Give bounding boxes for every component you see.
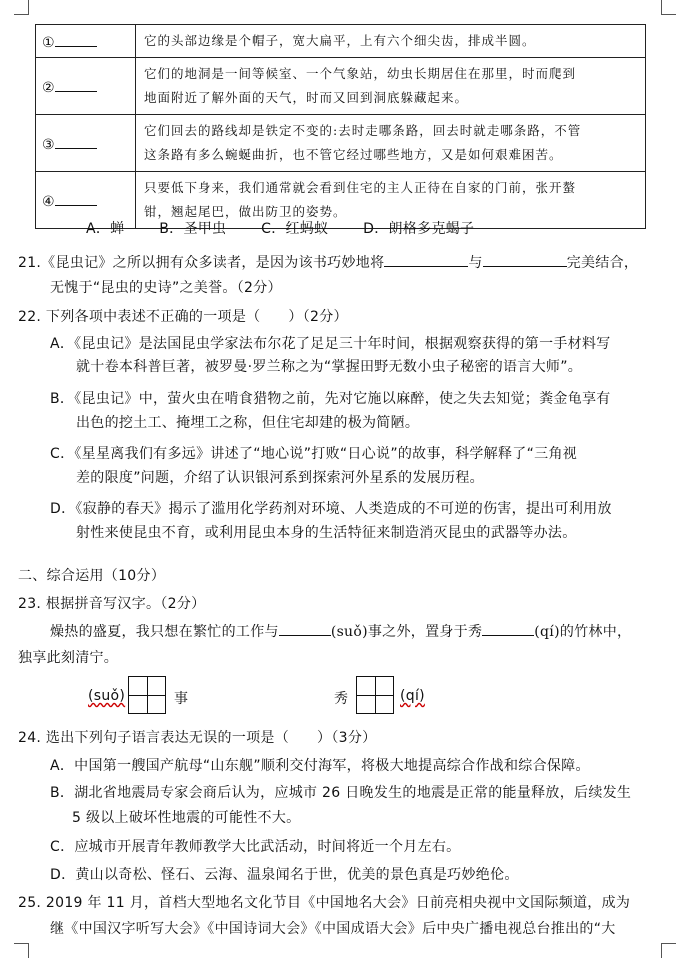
matching-table — [35, 24, 646, 229]
description-cell: 它的头部边缘是个帽子，宽大扁平，上有六个细尖齿，排成半圆。 — [136, 25, 646, 58]
q24-option-c: C．应城市开展青年教师教学大比武活动，时间将近一个月左右。 — [50, 839, 461, 855]
table-row — [36, 25, 646, 58]
answer-blank[interactable] — [55, 134, 97, 149]
answer-blank[interactable] — [55, 77, 97, 92]
crop-mark — [661, 943, 676, 958]
row-number-cell: ④ — [36, 172, 136, 229]
option-c[interactable]: C．红蚂蚁 — [261, 221, 329, 237]
answer-blank[interactable] — [483, 252, 567, 267]
row-number-cell: ① — [36, 25, 136, 58]
q22-option-d-line-2: 射性来使昆虫不育，或利用昆虫本身的生活特征来制造消灭昆虫的武器等办法。 — [76, 525, 577, 541]
q23-stem: 23. 根据拼音写汉字。（2分） — [18, 596, 206, 612]
pinyin-label: (qí) — [400, 688, 425, 704]
q24-option-a: A．中国第一艘国产航母“山东舰”顺利交付海军，将极大地提高综合作战和综合保障。 — [50, 758, 590, 774]
q24-option-d: D．黄山以奇松、怪石、云海、温泉闻名于世，优美的景色真是巧妙绝伦。 — [50, 867, 519, 883]
q20-options — [86, 218, 504, 238]
q22-option-b-line-2: 出色的挖土工、掩埋工之称，但住宅却建的极为简陋。 — [76, 415, 420, 431]
row-number-cell: ② — [36, 58, 136, 115]
q23-passage-line-1: 燥热的盛夏，我只想在繁忙的工作与 (suǒ)事之外，置身于秀 (qí)的竹林中， — [50, 621, 631, 641]
q22-option-a-line-1: A．《昆虫记》是法国昆虫学家法布尔花了足足三十年时间，根据观察获得的第一手材料写 — [50, 336, 611, 352]
q22-option-a-line-2: 就十卷本科普巨著，被罗曼·罗兰称之为“掌握田野无数小虫子秘密的语言大师”。 — [76, 359, 583, 375]
table-row — [36, 58, 646, 115]
character-writing-box[interactable] — [128, 676, 166, 714]
character-writing-box[interactable] — [356, 676, 394, 714]
answer-blank[interactable] — [55, 32, 97, 47]
q22-option-c-line-2: 差的限度”问题，介绍了认识银河系到探索河外星系的发展历程。 — [76, 470, 484, 486]
q25-line-2: 继《中国汉字听写大会》《中国诗词大会》《中国成语大会》后中央广播电视总台推出的“大 — [50, 921, 616, 937]
crop-mark — [661, 0, 676, 15]
answer-blank[interactable] — [384, 252, 468, 267]
q22-option-b-line-1: B．《昆虫记》中，萤火虫在啃食猎物之前，先对它施以麻醉，使之失去知觉；粪金龟享有 — [50, 391, 611, 407]
description-cell: 它们的地洞是一间等候室、一个气象站，幼虫长期居住在那里，时而爬到 地面附近了解外面的天气，时而又回到洞底躲藏起来。 — [136, 58, 646, 115]
table-row — [36, 115, 646, 172]
pinyin-label: (suǒ) — [88, 688, 126, 704]
q25-line-1: 25. 2019 年 11 月，首档大型地名文化节目《中国地名大会》日前亮相央视中文国际频道，成为 — [18, 895, 631, 911]
q21-line-1: 21.《昆虫记》之所以拥有众多读者，是因为该书巧妙地将 与 完美结合， — [18, 252, 638, 272]
row-number-cell: ③ — [36, 115, 136, 172]
option-d[interactable]: D．朗格多克蝎子 — [363, 221, 475, 237]
section-heading: 二、综合运用（10分） — [18, 568, 166, 584]
crop-mark — [14, 0, 29, 15]
q22-stem: 22. 下列各项中表述不正确的一项是（ ）（2分） — [18, 309, 348, 325]
option-b[interactable]: B．圣甲虫 — [159, 221, 227, 237]
description-cell: 它们回去的路线却是铁定不变的:去时走哪条路，回去时就走哪条路，不管 这条路有多么蜿蜒曲折，也不管它经过哪些地方，又是如何艰难困苦。 — [136, 115, 646, 172]
q23-passage-line-2: 独享此刻清宁。 — [18, 650, 119, 666]
q24-option-b-line-1: B．湖北省地震局专家会商后认为，应城市 26 日晚发生的地震是正常的能量释放，后续发生 — [50, 785, 632, 801]
answer-blank[interactable] — [279, 621, 331, 636]
box-character: 秀 — [334, 691, 349, 707]
q21-line-2: 无愧于“昆虫的史诗”之美誉。（2分） — [50, 280, 282, 296]
crop-mark — [14, 943, 29, 958]
answer-blank[interactable] — [482, 621, 534, 636]
box-character: 事 — [174, 691, 189, 707]
q22-option-d-line-1: D．《寂静的春天》揭示了滥用化学药剂对环境、人类造成的不可逆的伤害，提出可利用放 — [50, 501, 612, 517]
description-cell: 只要低下身来，我们通常就会看到住宅的主人正待在自家的门前，张开螯 钳，翘起尾巴，做出防卫的姿势。 — [136, 172, 646, 229]
option-a[interactable]: A．蝉 — [86, 221, 125, 237]
q24-stem: 24. 选出下列句子语言表达无误的一项是（ ）（3分） — [18, 730, 377, 746]
q24-option-b-line-2: 5 级以上破坏性地震的可能性不大。 — [72, 810, 301, 826]
answer-blank[interactable] — [55, 191, 97, 206]
q22-option-c-line-1: C．《星星离我们有多远》讲述了“地心说”打败“日心说”的故事，科学解释了“三角视 — [50, 446, 578, 462]
